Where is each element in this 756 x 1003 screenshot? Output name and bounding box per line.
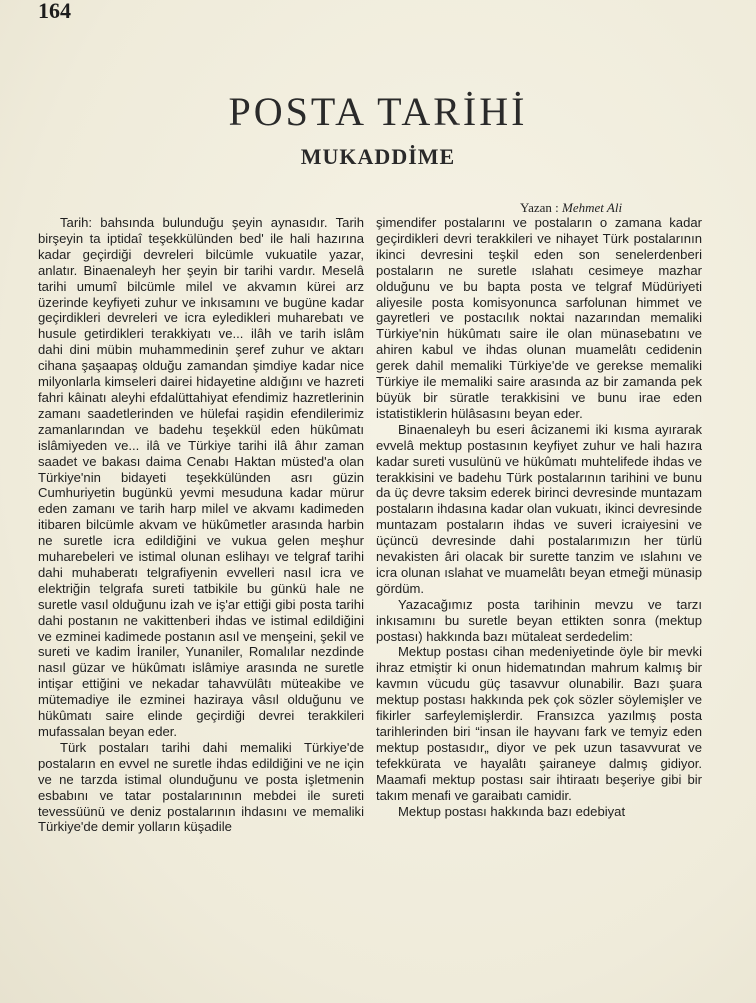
author-label: Yazan : xyxy=(520,200,559,215)
page-number: 164 xyxy=(38,0,71,23)
paragraph: Mektup postası hakkında bazı edebiyat xyxy=(398,803,626,819)
article-subtitle: MUKADDİME xyxy=(300,144,456,169)
paragraph: Yazacağımız posta tarihinin mevzu ve tarzı inkısamını bu suretle beyan ettikten sonra (mektup postası) hakkında bazı mütaleat serdedelim: xyxy=(376,596,702,644)
paragraph: şimendifer postalarını ve postaların o zamana kadar geçirdikleri devri terakkileri ve nihayet Türk postalarının ikinci devresini teşkil eden son senelerdenberi postaların ne suretle ıslahatı cesimeye mazhar olduğunu ve bu bapta posta ve telgraf Müdüriyeti aliyesile posta komisyonunca sarfolunan himmet ve gayretleri ve postacılık noktai nazarından memaliki Türkiye'nin hükûmatı saire ile olan münasebatını ve ahiren kabul ve ihdas olunan muamelâtı cedidenin gerek dahil memaliki Türkiye'de ve gerekse memaliki Türkiye ile memaliki saire arasında az bir zamanda pek büyük bir süratle terakkisini ve bunu irae eden istatistiklerin hülâsasını beyan eder. xyxy=(376,215,702,421)
left-column xyxy=(38,215,364,835)
paragraph: Mektup postası cihan medeniyetinde öyle bir mevki ihraz etmiştir ki onun hidematından mahrum kalmış bir kavmın vücudu güç tasavvur olunabilir. Bazı şuara mektup postası hakkında pek çok sözler söylemişler ve fikirler sarfeylemişlerdir. Fransızca yazılmış posta tarihlerinden biri “insan ile hayvanı fark ve temyiz eden mektup postasıdır„ diyor ve pek uzun tasavvurat ve tefekkürata ve hayalâtı şairaneye dalmış gidiyor. Maamafi mektup postası sair ihtiraatı beşeriye gibi bir takım menafi ve garaibatı camidir. xyxy=(376,644,702,803)
author-line xyxy=(520,200,622,216)
author-name: Mehmet Ali xyxy=(562,200,623,215)
right-column xyxy=(376,215,702,819)
article-title: POSTA TARİHİ xyxy=(228,89,528,134)
paragraph: Türk postaları tarihi dahi memaliki Türkiye'de postaların en evvel ne suretle ihdas edildiğini ve ne için ve ne tarzda istimal olunduğunu ve posta işletmenin esbabını ve tatar postalarınının mebdei ile sureti tevessüünü ve deniz postalarının ihdasını ve memaliki Türkiye'de demir yolların küşadile xyxy=(38,739,364,835)
paragraph: Tarih: bahsında bulunduğu şeyin aynasıdır. Tarih birşeyin ta iptidaî teşekkülünden bed' ile hali hazırına kadar geçirdiği devreleri bilcümle vukuatile yazar, anlatır. Binaenaleyh her şeyin bir tarihi vardır. Meselâ tarihi umumî bilcümle milel ve akvamın kürei arz üzerinde keyfiyeti zuhur ve inkısamını ve bugüne kadar geçirdikleri devreleri ve icra eyledikleri muharebatı ve husule getirdikleri terakkiyatı ve... ilâh ve tarih islâm dahi dini mübin muhammedinin şeref zuhur ve aktarı cihana şaşaapaş olduğu zamandan şimdiye kadar nice milyonlarla kimseleri dairei hidayetine aldığını ve hazreti fahri kâinatı aleyhi efdalüttahiyat efendimiz hazretlerinin zamanı saadetlerinden ve hülefai raşidin efendilerimiz zamanlarından ve badehu teşekkül eden hükûmatı islâmiyeden ve... ilâ ve Türkiye tarihi ilâ âhır zaman saadet ve bakası daima Cenabı Haktan müsted'a olan Türkiye'nin bidayeti teşekkülünden asrı güzin Cumhuriyetin bugünkü yevmi mesuduna kadar mürur eden zamanı ve tarih harp milel ve akvamı kadimeden itibaren bilcümle akvam ve hükûmetler arasında harbin ne suretle icra edildiğini ve vukua gelen meşhur muharebeleri ve istimal olunan eslihayı ve telgraf tarihi dahi muhaberatı telgrafiyenin evvelleri nasıl icra ve elektriğin telgrafa sureti tatbikile bu günkü hale ne suretle vasıl olduğunu izah ve iş'ar ettiği gibi posta tarihi dahi postanın ne vakittenberi ihdas ve istimal edildiğini ve ezminei kadimede postanın asıl ve menşeini, şekil ve sureti ve kadim İraniler, Yunaniler, Romalılar nezdinde nasıl güzar ve hükûmatı islâmiye arasında ne suretle intişar ettiğini ve nekadar tahavvülâtı müteakibe ve mütemadiye ile ezminei haziraya vâsıl olduğunu ve hükûmatı saire elinde geçirdiği devrei terakkileri mufassalan beyan eder. xyxy=(38,215,364,739)
paragraph: Binaenaleyh bu eseri âcizanemi iki kısma ayırarak evvelâ mektup postasının keyfiyet zuhur ve hali hazıra kadar sureti vusulünü ve hükûmatı muhtelifede ihdas ve terakkisini ve badehu Türk postalarının tarihini ve bunu da üç devre taksim ederek birinci devresinde muntazam postaların ihdasına kadar olan vukuatı, ikinci devresinde muntazam postaların ihdas ve suveri icraiyesini ve üçüncü devresinde dahi postalarımızın her türlü nevakisten âri olacak bir surette tanzim ve ıslahını ve icra olunan ıslahat ve muamelâtı beyan etmeği münasip gördüm. xyxy=(376,421,702,596)
